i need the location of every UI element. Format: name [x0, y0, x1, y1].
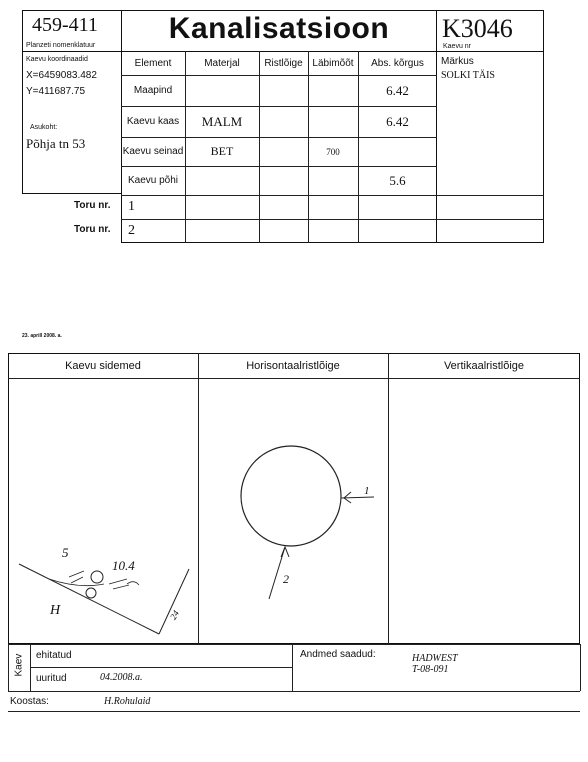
row-kaas-materjal: MALM	[201, 113, 243, 129]
row-seinad-element: Kaevu seinad	[122, 146, 184, 157]
header-labimoot: Läbimõõt	[312, 57, 354, 69]
sketch-label-depth: 10.4	[112, 558, 135, 573]
section-vertical-title: Vertikaalristlõige	[443, 359, 525, 372]
row-seinad-labimoot: 700	[326, 146, 340, 157]
pipe-2-number: 2	[128, 223, 135, 238]
footer-surveyed-label: uuritud	[36, 673, 67, 684]
address-label: Asukoht:	[30, 124, 58, 131]
footer-data-from-value-1: HADWEST	[412, 653, 458, 664]
page-title: Kanalisatsioon	[168, 12, 390, 45]
sketch-pipe-label: 2	[283, 572, 289, 586]
sheet-number-label: Planzeti nomenklatuur	[26, 42, 96, 49]
coordinate-y: Y=411687.75	[26, 86, 86, 97]
footer-side-label: Kaev	[13, 653, 25, 677]
row-seinad-materjal: BET	[210, 144, 234, 158]
header-abs-korgus: Abs. kõrgus	[371, 57, 424, 69]
horizontal-sketch	[199, 379, 387, 643]
header-materjal: Materjal	[204, 57, 240, 69]
well-id-label: Kaevu nr	[443, 43, 472, 50]
pipe-2-label: Toru nr.	[74, 224, 111, 235]
pipe-1-number: 1	[128, 199, 135, 214]
row-pohi-element: Kaevu põhi	[127, 175, 179, 186]
footer-data-from-label: Andmed saadud:	[300, 649, 376, 660]
footer-author-label: Koostas:	[10, 696, 49, 707]
coordinates-label: Kaevu koordinaadid	[26, 56, 88, 63]
header-element: Element	[134, 57, 172, 69]
row-maapind-korgus: 6.42	[386, 82, 409, 98]
date-stamp: 23. aprill 2008. a.	[22, 333, 62, 339]
row-pohi-korgus: 5.6	[389, 172, 406, 188]
pipe-1-label: Toru nr.	[74, 200, 111, 211]
footer-data-from-value-2: T-08-091	[412, 664, 449, 675]
address-value: Põhja tn 53	[26, 136, 86, 151]
section-horizontal-title: Horisontaalristlõige	[246, 359, 340, 372]
sketch-label-h: H	[50, 603, 61, 618]
remarks-value: SOLKI TÄIS	[441, 70, 495, 81]
row-maapind-element: Maapind	[133, 85, 173, 96]
sketch-pipe-right-label: 1	[364, 485, 370, 497]
footer-author-value: H.Rohulaid	[104, 696, 151, 707]
section-connections-title: Kaevu sidemed	[65, 359, 141, 372]
sheet-number: 459-411	[32, 14, 98, 36]
row-kaas-korgus: 6.42	[386, 113, 409, 129]
row-kaas-element: Kaevu kaas	[126, 116, 180, 127]
sketch-label-s: 5	[62, 545, 69, 560]
footer-surveyed-value: 04.2008.a.	[100, 672, 143, 683]
sketch-label-zh: 24	[167, 608, 182, 622]
header-ristloige: Ristlõige	[264, 57, 303, 69]
remarks-label: Märkus	[441, 56, 474, 67]
connections-sketch	[9, 379, 197, 643]
footer-built-label: ehitatud	[36, 650, 72, 661]
well-id: K3046	[442, 14, 513, 43]
coordinate-x: X=6459083.482	[26, 70, 97, 81]
